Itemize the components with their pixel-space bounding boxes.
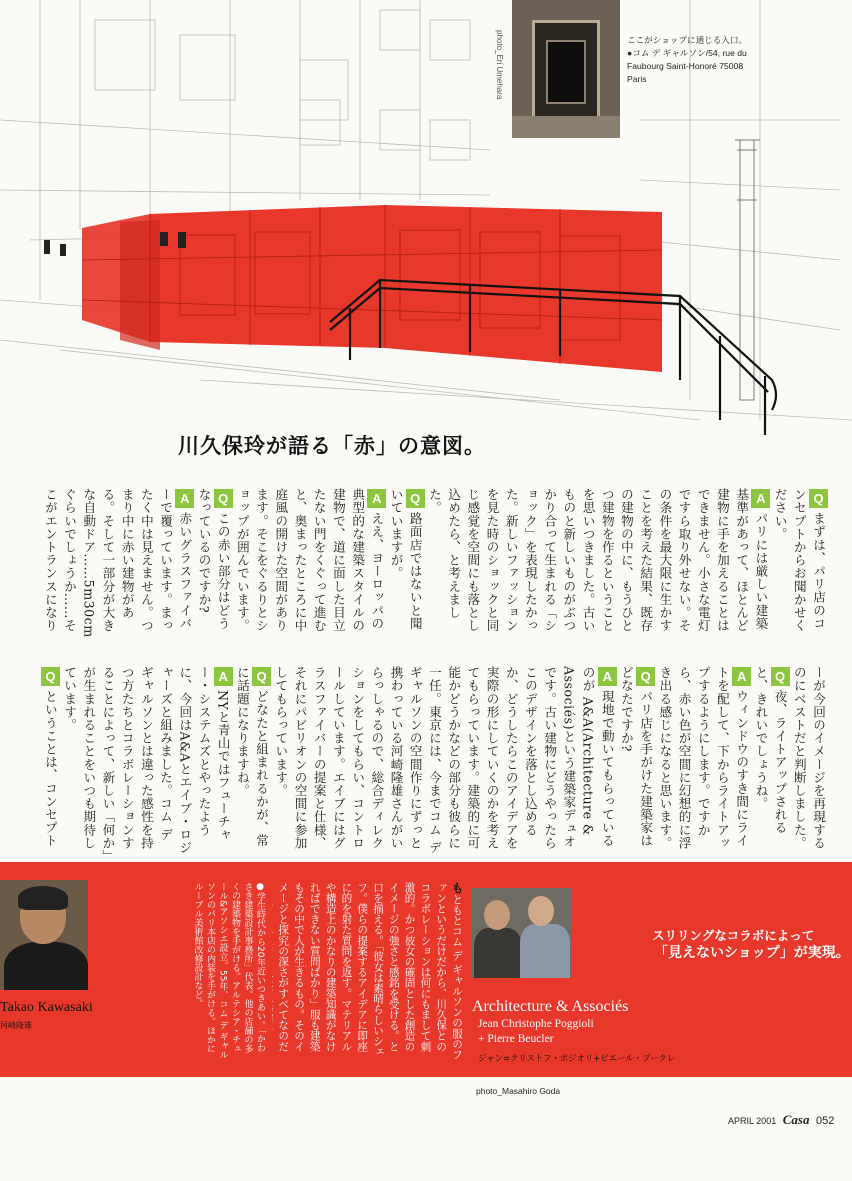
red-facade-shape — [82, 205, 662, 372]
question-marker: Q — [638, 668, 654, 685]
kawasaki-profile: ●学生時代から20年近いつきあい。「かわさき建築設計事務所」代表。他の店舗の多くの建築物を手がける。アルテシア・チュール&アソシエ設立。55年、コム デ ギャルソンのパリ本店の内装を手がける。ほかにルーブル美術館改修設計など。 — [192, 882, 265, 1060]
question-marker: Q — [42, 668, 58, 685]
qa-paragraph — [38, 488, 194, 640]
architects-name-jp: ジャン=クリストフ・ポジオリ+ピエール・ブークレ — [478, 1053, 676, 1063]
caption-line: ●コム デ ギャルソン/54, rue du — [627, 48, 747, 58]
paragraph-text: ということは、コンセプト — [42, 690, 58, 848]
qa-paragraph — [60, 666, 233, 858]
architects-interview — [272, 882, 464, 1060]
article-headline: 川久保玲が語る「赤」の意図。 — [178, 434, 486, 458]
paragraph-text: ええ、ヨーロッパの典型的な建築スタイルの建物で、道に面した目立たない門をくぐって進むと、奥まったところに中庭風の開けた空間があります。そこをぐるりとショップが囲んでいます。 — [234, 488, 385, 633]
portrait-architects — [472, 888, 572, 978]
qa-paragraph — [38, 666, 60, 858]
architectural-rendering — [0, 0, 852, 450]
paragraph-text: 路面店ではないと聞いていますが。 — [388, 488, 423, 630]
question-marker: Q — [407, 490, 423, 507]
page-number: 052 — [815, 1115, 835, 1127]
interview-text: ともとコム デ ギャルソンの服のファンというだけだから、川久保とのコラボレーションは何にもまして刺激的。かつ彼女の確固とした創造のイメージの強さと感銘を受ける。と口を揃える。「彼女は素晴らしいシェフ。僕らの提案するアイデアに即座に的を射た質問を返す。マテリアルや構造上のかなりの建築知識がなければできない質問ばかり」服も建築もその中で人が生きるもの。そのイメージと探究の深さがすべてなのだ — [277, 882, 463, 1060]
paragraph-text: どなたと組まれるかが、常に話題になりますね。 — [234, 666, 270, 848]
portrait-kawasaki — [0, 880, 88, 990]
question-marker: Q — [215, 490, 231, 507]
photo-caption — [627, 34, 837, 86]
answer-marker: A — [215, 668, 231, 685]
answer-marker: A — [734, 668, 750, 685]
photo-credit-top: photo_Eri Umehara — [495, 30, 504, 100]
interview-lead-char: も — [450, 882, 464, 894]
paragraph-text: 赤いグラスファイバーで覆っています。まったく中は見えません。つまり中に赤い建物がある。そして一部分が大きな自動ドア……5m30cmぐらいでしょうか……そこがエントランスになり — [42, 488, 193, 638]
caption-line: ここがショップに通じる入口。 — [627, 35, 748, 45]
caption-line: Paris — [627, 74, 647, 84]
paragraph-text: まずは、パリ店のコンセプトからお聞かせください。 — [772, 488, 826, 633]
paragraph-text: 夜、ライトアップされると、きれいでしょうね。 — [753, 666, 788, 835]
answer-marker: A — [753, 490, 769, 507]
question-marker: Q — [254, 668, 270, 685]
paragraph-text: ウィンドウのすき間にライトを配して、下からライトアップするようにします。ですから、赤い色が空間に幻想的に浮き出る感じになると思います。 — [657, 666, 750, 850]
answer-marker: A — [177, 490, 193, 507]
caption-line: Faubourg Saint-Honoré 75008 — [627, 61, 744, 71]
photo-credit-bottom: photo_Masahiro Goda — [476, 1086, 561, 1096]
qa-paragraph — [751, 666, 789, 858]
architects-member-1: Jean Christophe Poggioli — [478, 1018, 594, 1030]
qa-paragraph — [655, 666, 751, 858]
architects-member-2: + Pierre Beucler — [478, 1033, 554, 1045]
qa-paragraph — [790, 666, 828, 858]
paragraph-text: ーが今回のイメージを再現するのにベストだと判断しました。 — [791, 666, 826, 850]
qa-paragraph — [425, 488, 771, 640]
answer-marker: A — [369, 490, 385, 507]
answer-marker: A — [599, 668, 615, 685]
qa-paragraph — [233, 488, 387, 640]
band-headline-line1: スリリングなコラボによって — [652, 928, 815, 943]
qa-paragraph — [770, 488, 828, 640]
paragraph-text: パリ店を手がけた建築家はどなたですか? — [618, 666, 654, 848]
paragraph-text: 現地で動いてもらっているのが A&A(Architecture & Associés)という建築家デュオです。古い建物にどうやったらこのデザインを落とし込めるか、どうしたらこのアイデアを実際の形にしていくのかを考えてもらっています。建築的に可能かどうかなどの部分も彼らに一任。東京には、今までコム デ ギャルソンの空間作りにずっと携わっている河崎隆雄さんがいらっしゃるので、総合ディレクションをしてもらい、コントロールしています。エイブにはグラスファイバーの提案と仕様、それにパビリオンの空間に参加してもらっています。 — [273, 666, 615, 854]
entrance-photo — [512, 0, 620, 138]
paragraph-text: NYと青山ではフューチャー・システムズとやったように、今回はA&Aとエイブ・ロジャーズと組みました。コム デ ギャルソンとは違った感性を持つ方たちとコラボレーションすることによって、新しい「何か」が生まれることをいつも期待しています。 — [62, 666, 231, 857]
qa-paragraph — [233, 666, 271, 858]
body-text-lower — [38, 666, 828, 858]
band-headline-line2: 「見えないショップ」が実現。 — [654, 945, 850, 961]
qa-paragraph — [617, 666, 655, 858]
qa-paragraph — [271, 666, 617, 858]
paragraph-text: この赤い部分はどうなっているのですか? — [196, 488, 231, 630]
issue-date: APRIL 2001 — [728, 1116, 777, 1126]
page-footer — [728, 1112, 834, 1128]
question-marker: Q — [811, 490, 826, 507]
kawasaki-name-en: Takao Kawasaki — [0, 1000, 93, 1015]
question-marker: Q — [772, 668, 788, 685]
magazine-name: Casa — [782, 1112, 810, 1127]
paragraph-text: パリには厳しい建築基準があって、ほとんど建物に手を加えることはできません。小さな電灯ですら取り外せない。その条件を最大限に生かすことを考えた結果、既存の建物の中に、もうひとつ建物を作るということを思いつきました。古いものと新しいものがぶつかり合って生まれる「ショック」を表現したかった。新しいファッションを見た時のショックと同じ感覚を空間にも落とし込めたら、と考えました。 — [426, 488, 769, 633]
kawasaki-name-jp: 河崎隆雄 — [0, 1021, 32, 1030]
qa-paragraph — [194, 488, 232, 640]
qa-paragraph — [386, 488, 424, 640]
body-text-upper — [38, 488, 828, 640]
architects-name-en: Architecture & Associés — [472, 998, 629, 1015]
